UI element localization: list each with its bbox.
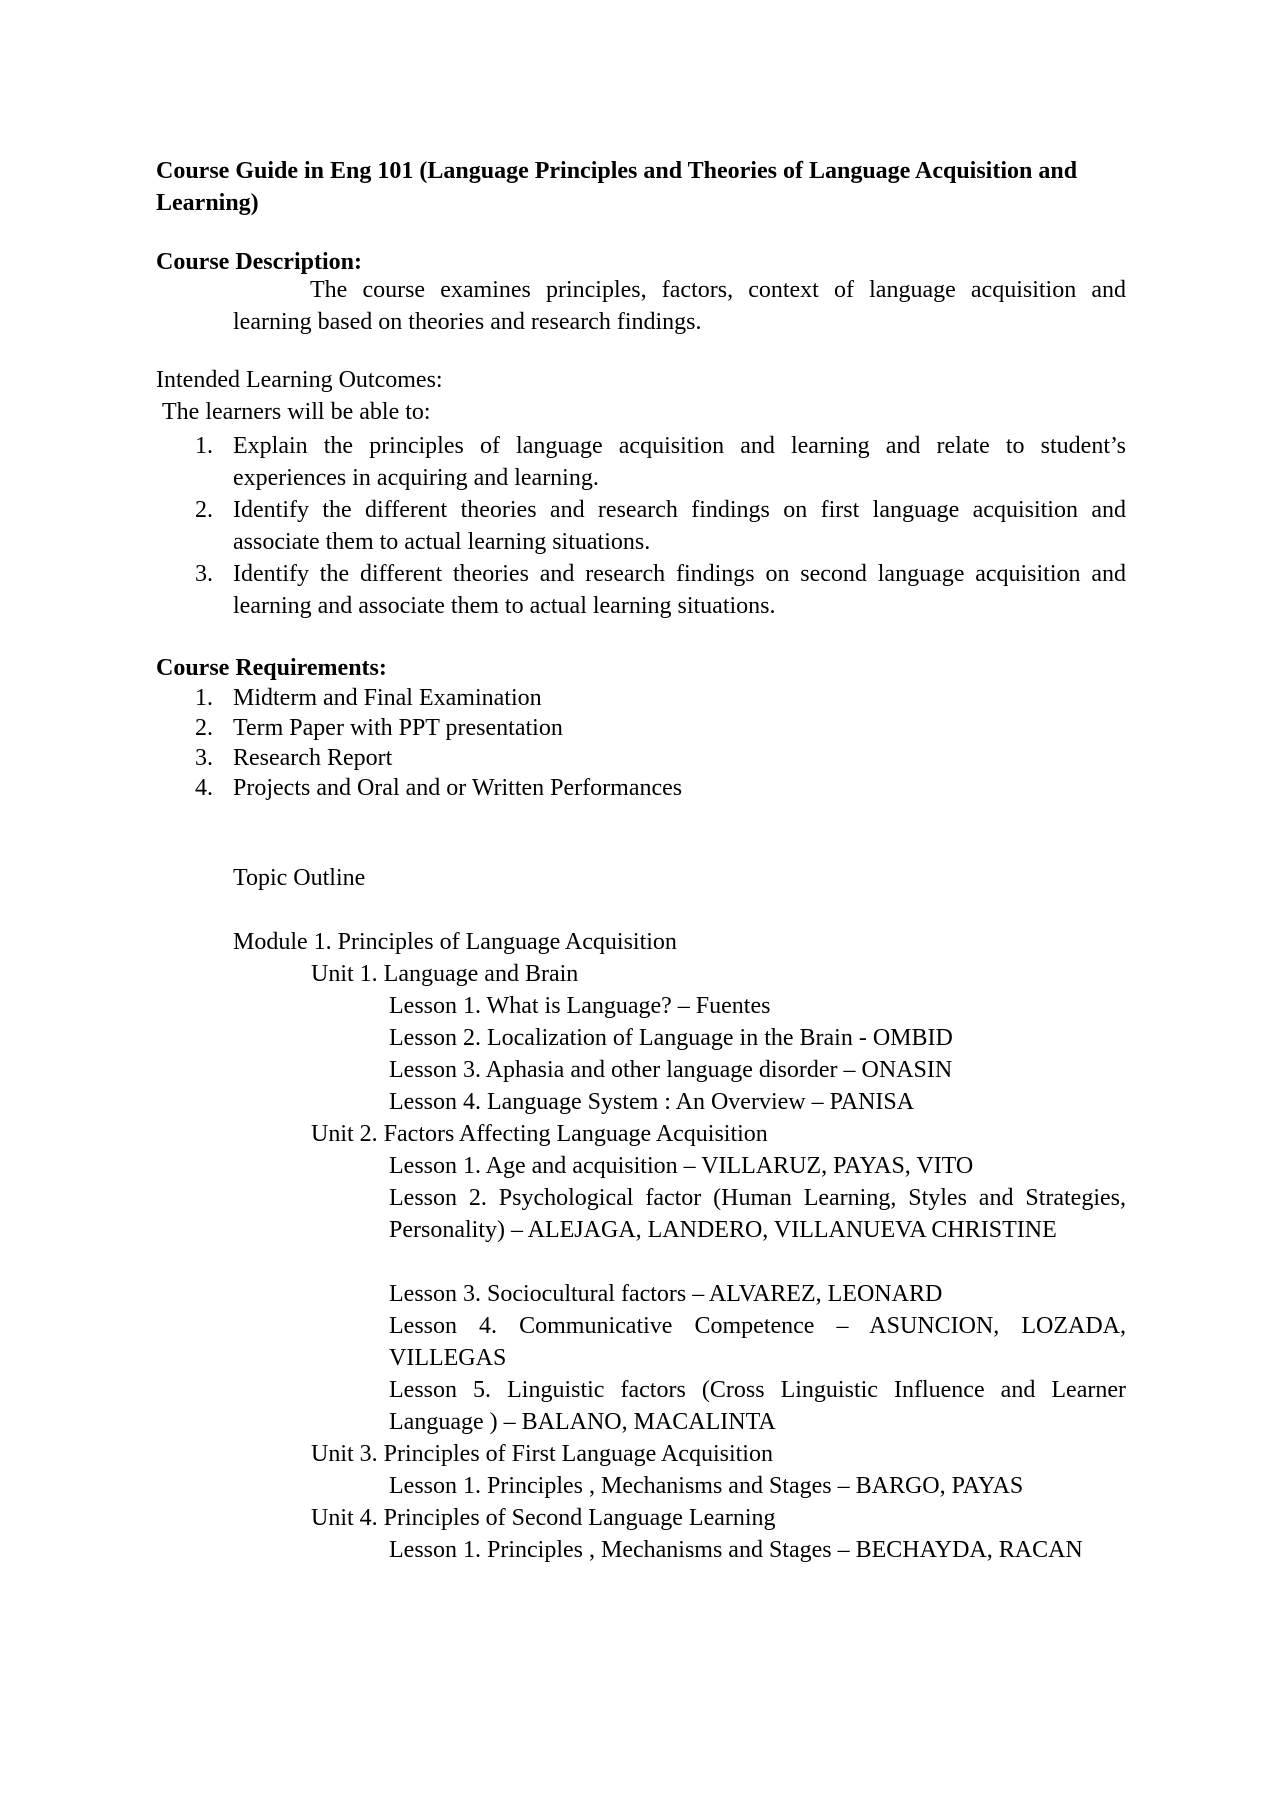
lesson-item: Lesson 1. Principles , Mechanisms and Stages – BARGO, PAYAS (389, 1473, 1024, 1499)
requirement-number: 1. (195, 685, 213, 711)
lesson-item: Lesson 3. Aphasia and other language disorder – ONASIN (389, 1057, 953, 1083)
unit-title: Unit 2. Factors Affecting Language Acquisition (311, 1121, 768, 1147)
course-description-heading: Course Description: (156, 249, 362, 275)
lesson-item: Lesson 5. Linguistic factors (Cross Linguistic Influence and Learner Language ) – BALANO, MACALINTA (389, 1377, 1126, 1435)
lesson-item: Lesson 1. What is Language? – Fuentes (389, 993, 771, 1019)
requirement-number: 2. (195, 715, 213, 741)
lesson-item: Lesson 1. Principles , Mechanisms and Stages – BECHAYDA, RACAN (389, 1537, 1083, 1563)
ilo-item-text: Identify the different theories and research findings on second language acquisition and learning and associate them to actual learning situations. (233, 561, 1126, 619)
ilo-item-number: 1. (195, 433, 213, 459)
lesson-item: Lesson 3. Sociocultural factors – ALVAREZ, LEONARD (389, 1281, 943, 1307)
requirement-text: Research Report (233, 745, 393, 771)
unit-title: Unit 3. Principles of First Language Acquisition (311, 1441, 773, 1467)
requirement-text: Projects and Oral and or Written Performances (233, 775, 683, 801)
unit-title: Unit 4. Principles of Second Language Learning (311, 1505, 776, 1531)
ilo-intro: The learners will be able to: (162, 399, 431, 425)
requirement-number: 3. (195, 745, 213, 771)
lesson-item: Lesson 4. Language System : An Overview – PANISA (389, 1089, 915, 1115)
requirement-text: Midterm and Final Examination (233, 685, 542, 711)
course-description-text: The course examines principles, factors, context of language acquisition and learning based on theories and research findings. (233, 277, 1126, 335)
lesson-item: Lesson 1. Age and acquisition – VILLARUZ, PAYAS, VITO (389, 1153, 974, 1179)
ilo-item-text: Identify the different theories and research findings on first language acquisition and associate them to actual learning situations. (233, 497, 1126, 555)
ilo-item-number: 2. (195, 497, 213, 523)
ilo-item-text: Explain the principles of language acquisition and learning and relate to student’s experiences in acquiring and learning. (233, 433, 1126, 491)
unit-title: Unit 1. Language and Brain (311, 961, 579, 987)
lesson-item: Lesson 2. Psychological factor (Human Learning, Styles and Strategies, Personality) – ALEJAGA, LANDERO, VILLANUEVA CHRISTINE (389, 1185, 1126, 1243)
requirement-number: 4. (195, 775, 213, 801)
lesson-item: Lesson 4. Communicative Competence – ASUNCION, LOZADA, VILLEGAS (389, 1313, 1126, 1371)
ilo-item-number: 3. (195, 561, 213, 587)
document-title: Course Guide in Eng 101 (Language Principles and Theories of Language Acquisition and Learning) (156, 158, 1078, 216)
lesson-item: Lesson 2. Localization of Language in the Brain - OMBID (389, 1025, 953, 1051)
course-requirements-heading: Course Requirements: (156, 655, 387, 681)
ilo-heading: Intended Learning Outcomes: (156, 367, 443, 393)
topic-outline-heading: Topic Outline (233, 865, 366, 891)
requirement-text: Term Paper with PPT presentation (233, 715, 563, 741)
module-title: Module 1. Principles of Language Acquisition (233, 929, 677, 955)
